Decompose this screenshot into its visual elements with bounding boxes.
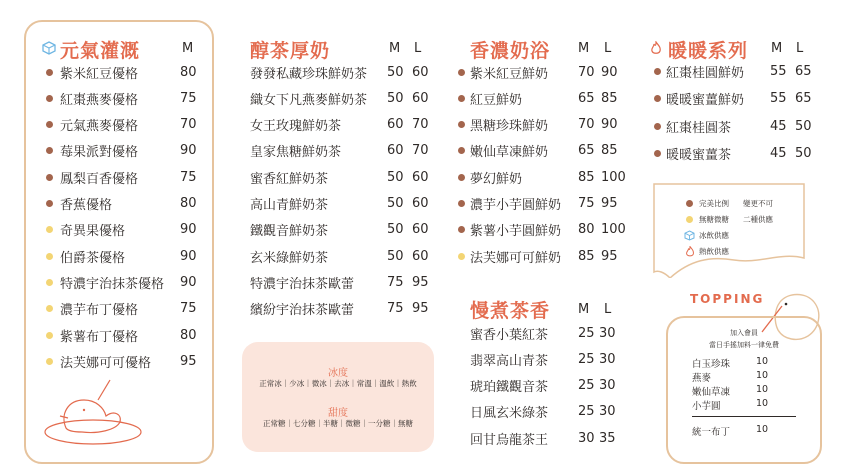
menu-item [250,296,430,322]
price-m: 45 [770,146,787,161]
price-l: 30 [599,404,616,420]
price-l: 60 [412,64,429,80]
sugar-title: 甜度 [328,408,348,419]
menu-item-name: 紅棗桂圓鮮奶 [666,65,745,81]
menu-item-name: 紫薯布丁優格 [60,329,139,345]
topping-box [666,316,822,464]
menu-item-name: 奇異果優格 [60,224,126,240]
legend-nosugar [684,214,773,225]
menu-item-name: 鐵觀音鮮奶茶 [250,224,329,240]
legend-perfect-note: 變更不可 [743,199,773,208]
perfect-dot-icon [458,200,465,207]
price-m: 75 [180,90,197,106]
menu-item-name: 紅豆鮮奶 [470,92,523,108]
price-m: 25 [578,378,595,394]
menu-item [250,112,430,138]
price-m: 30 [578,430,595,446]
perfect-dot-icon [458,226,465,233]
section-title-tea: 慢煮茶香 [470,300,551,322]
price-m: 45 [770,118,787,134]
menu-item [250,138,430,164]
price-l: 95 [412,274,429,290]
perfect-dot-icon [654,68,661,75]
price-m: 25 [578,325,595,341]
menu-item-name: 法芙娜可可鮮奶 [470,250,562,266]
price-l: 70 [412,143,429,159]
topping-extra-name: 統一布丁 [692,427,731,438]
topping-item-name: 嫩仙草凍 [692,387,731,398]
menu-item-name: 濃芋小芋圓鮮奶 [470,198,562,213]
perfect-dot-icon [46,174,53,181]
menu-item [250,85,430,111]
price-l: 65 [795,91,812,106]
menu-item [458,138,618,164]
nosugar-dot-icon [46,358,53,365]
price-m: 95 [180,353,197,369]
perfect-dot-icon [46,147,53,154]
menu-item-name: 莓果派對優格 [60,145,139,161]
price-l: 100 [601,169,626,185]
topping-extra-price: 10 [756,424,769,435]
topping-note-free: 當日手搖加料一律免費 [709,341,779,349]
price-m: 90 [180,222,197,238]
menu-item [46,243,206,269]
price-l: 85 [601,90,618,106]
menu-item [470,346,620,372]
cube-icon [42,40,56,54]
topping-item-price: 10 [756,370,769,381]
menu-item-name: 嫩仙草凍鮮奶 [470,145,549,161]
legend-nosugar-label: 無糖微糖 [699,215,729,224]
price-m: 75 [387,301,404,317]
size-header-m: M [182,41,194,56]
menu-item-name: 伯爵茶優格 [60,250,126,266]
section-title-milk-tea: 醇茶厚奶 [250,40,331,62]
topping-item-name: 白玉珍珠 [692,359,731,370]
legend-cold [684,230,729,241]
price-l: 95 [601,248,618,264]
menu-item-name: 日風玄米綠茶 [470,406,549,422]
price-l: 60 [412,90,429,106]
legend-hot-label: 熱飲供應 [699,247,729,256]
menu-item-name: 玄米綠鮮奶茶 [250,250,329,266]
topping-item-price: 10 [756,384,769,395]
section-title-warm: 暖暖系列 [668,40,749,62]
price-m: 75 [180,301,197,317]
price-m: 65 [578,90,595,106]
price-l: 30 [599,378,616,394]
ice-options: 正常冰｜少冰｜微冰｜去冰｜常溫｜溫飲｜熱飲 [259,379,417,388]
price-m: 90 [180,143,197,159]
price-l: 85 [601,143,618,159]
legend-perfect-label: 完美比例 [699,199,729,208]
price-m: 75 [180,169,197,185]
price-m: 65 [578,143,595,159]
price-m: 50 [387,64,404,80]
menu-item-name: 發發私藏珍珠鮮奶茶 [250,66,368,82]
price-m: 50 [387,248,404,264]
menu-item-name: 翡翠高山青茶 [470,353,549,369]
price-m: 85 [578,248,595,264]
menu-item-name: 紫米紅豆鮮奶 [470,66,549,82]
price-m: 50 [387,169,404,185]
price-l: 65 [795,63,812,79]
size-header-m: M [578,41,590,56]
perfect-dot-icon [458,95,465,102]
price-l: 50 [795,146,812,161]
perfect-dot-icon [458,174,465,181]
perfect-dot-icon [458,69,465,76]
price-m: 70 [578,117,595,133]
topping-item-price: 10 [756,356,769,367]
price-l: 60 [412,222,429,238]
menu-item [458,217,626,243]
menu-item-name: 織女下凡燕麥鮮奶茶 [250,92,368,108]
menu-item [470,399,620,425]
perfect-dot-icon [46,95,53,102]
topping-item-price: 10 [756,398,769,409]
menu-item-name: 高山青鮮奶茶 [250,198,329,213]
topping-divider [692,416,796,417]
menu-item [250,59,430,85]
menu-item [654,58,814,84]
perfect-dot-icon [684,198,695,209]
price-m: 70 [578,64,595,80]
size-header-l: L [414,41,422,56]
price-m: 90 [180,248,197,264]
section-title-yogurt: 元氣灌溉 [60,40,141,62]
section-title-fresh-milk: 香濃奶浴 [470,40,551,62]
ice-sugar-box [242,342,434,452]
size-header-m: M [578,302,590,317]
menu-item-name: 琥珀鐵觀音茶 [470,380,549,396]
price-l: 30 [599,325,616,341]
menu-item-name: 黑糖珍珠鮮奶 [470,119,549,135]
menu-item [250,269,430,295]
menu-item [458,243,618,269]
menu-item [458,85,618,111]
price-m: 55 [770,63,787,79]
menu-item [46,85,206,111]
legend-hot [684,246,729,257]
perfect-dot-icon [46,200,53,207]
menu-item-name: 蜜香紅鮮奶茶 [250,171,329,187]
menu-item [46,164,206,190]
legend-perfect [684,198,773,209]
menu-item [46,59,206,85]
size-header-l: L [796,41,804,56]
perfect-dot-icon [46,121,53,128]
menu-item-name: 紅棗桂圓茶 [666,120,732,136]
perfect-dot-icon [458,121,465,128]
menu-item-name: 濃芋布丁優格 [60,303,139,319]
price-m: 60 [387,117,404,133]
price-l: 60 [412,196,429,211]
topping-title: TOPPING [690,292,765,306]
menu-item [458,191,618,217]
perfect-dot-icon [458,147,465,154]
price-l: 60 [412,248,429,264]
price-m: 80 [180,64,197,80]
flame-icon [650,40,662,54]
duck-illustration [38,370,148,450]
menu-item-name: 暖暖蜜薑鮮奶 [666,93,745,108]
legend-flag [650,182,810,278]
price-l: 95 [601,196,618,211]
menu-item-name: 紫米紅豆優格 [60,66,139,82]
price-l: 95 [412,301,429,317]
menu-item-name: 紫薯小芋圓鮮奶 [470,224,562,240]
menu-item-name: 女王玫瑰鮮奶茶 [250,119,342,135]
price-m: 50 [387,222,404,238]
ice-title: 冰度 [328,368,348,379]
price-m: 60 [387,143,404,159]
ice-cube-icon [684,230,695,241]
menu-item [470,425,620,451]
price-m: 25 [578,351,595,367]
perfect-dot-icon [654,95,661,102]
nosugar-dot-icon [46,226,53,233]
perfect-dot-icon [654,123,661,130]
menu-item [46,217,206,243]
size-header-m: M [389,41,401,56]
price-m: 70 [180,117,197,133]
size-header-l: L [604,302,612,317]
menu-item [250,191,430,217]
price-l: 50 [795,118,812,134]
perfect-dot-icon [46,69,53,76]
menu-item-name: 夢幻鮮奶 [470,171,523,187]
nosugar-dot-icon [46,332,53,339]
price-l: 35 [599,430,616,446]
sugar-options: 正常糖｜七分糖｜半糖｜微糖｜一分糖｜無糖 [263,419,413,428]
size-header-m: M [771,41,783,56]
topping-item-name: 小芋圓 [692,401,721,412]
price-l: 30 [599,351,616,367]
size-header-l: L [604,41,612,56]
menu-item [654,86,814,112]
menu-item-name: 回甘烏龍茶王 [470,432,549,448]
menu-item [458,164,626,190]
price-m: 80 [180,196,197,211]
price-l: 90 [601,64,618,80]
menu-item [458,59,618,85]
menu-item [46,269,206,295]
price-l: 100 [601,222,626,238]
menu-item-name: 特濃宇治抹茶歐蕾 [250,276,355,292]
flame-icon [684,246,695,257]
perfect-dot-icon [654,150,661,157]
price-m: 75 [387,274,404,290]
legend-cold-label: 冰飲供應 [699,231,729,240]
nosugar-dot-icon [458,253,465,260]
nosugar-dot-icon [46,253,53,260]
menu-item [470,373,620,399]
nosugar-dot-icon [46,279,53,286]
menu-item [46,322,206,348]
menu-item-name: 香蕉優格 [60,198,113,213]
menu-item-name: 蜜香小葉紅茶 [470,327,549,343]
price-m: 25 [578,404,595,420]
price-l: 70 [412,117,429,133]
price-m: 80 [180,327,197,343]
menu-item-name: 元氣燕麥優格 [60,119,139,135]
menu-item-name: 法芙娜可可優格 [60,355,152,371]
menu-item [654,141,814,167]
topping-note-member: 加入會員 [730,329,758,337]
menu-item [470,320,620,346]
price-l: 60 [412,169,429,185]
price-l: 90 [601,117,618,133]
menu-item [250,217,430,243]
menu-item-name: 紅棗燕麥優格 [60,92,139,108]
price-m: 85 [578,169,595,185]
nosugar-dot-icon [46,305,53,312]
price-m: 80 [578,222,595,238]
price-m: 75 [578,196,595,211]
menu-item-name: 特濃宇治抹茶優格 [60,276,165,292]
menu-item-name: 鳳梨百香優格 [60,171,139,187]
nosugar-dot-icon [684,214,695,225]
menu-item [46,296,206,322]
menu-item [46,138,206,164]
menu-item [250,164,430,190]
menu-item [46,191,206,217]
menu-item [250,243,430,269]
price-m: 90 [180,274,197,290]
price-m: 55 [770,91,787,106]
menu-item [654,113,814,139]
price-m: 50 [387,90,404,106]
topping-item-name: 燕麥 [692,373,712,384]
menu-item [458,112,618,138]
menu-item-name: 暖暖蜜薑茶 [666,148,732,163]
menu-item [46,112,206,138]
menu-item-name: 皇家焦糖鮮奶茶 [250,145,342,161]
legend-nosugar-note: 二種供應 [743,215,773,224]
menu-item-name: 繽紛宇治抹茶歐蕾 [250,303,355,319]
price-m: 50 [387,196,404,211]
